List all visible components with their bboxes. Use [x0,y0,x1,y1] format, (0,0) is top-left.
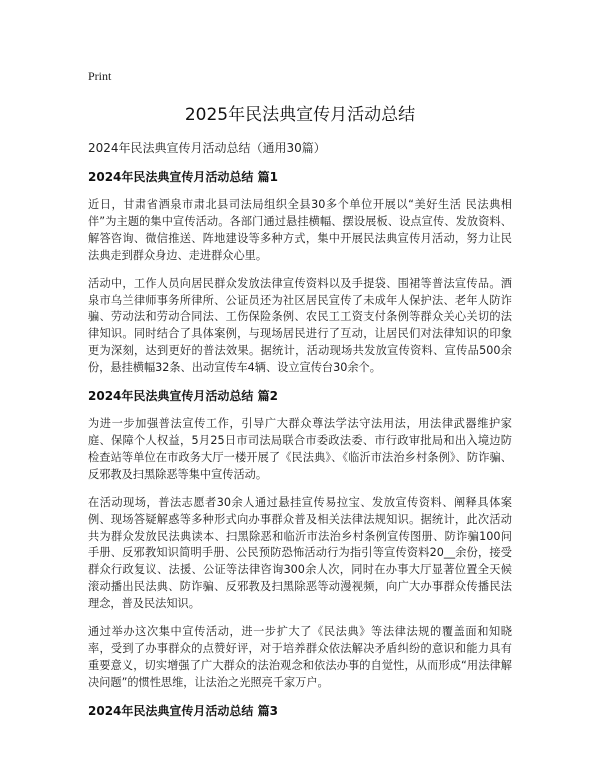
section-3 [88,703,512,720]
page-title: 2025年民法典宣传月活动总结 [184,105,416,125]
section-heading: 2024年民法典宣传月活动总结 篇3 [88,703,278,718]
paragraph: 为进一步加强普法宣传工作，引导广大群众尊法学法守法用法，用法律武器维护家庭、保障个人权益，5月25日市司法局联合市委政法委、市行政审批局和出入境边防检查站等单位在市政务大厅一楼开展了《民法典》、《临沂市法治乡村条例》、防诈骗、反邪教及扫黑除恶等集中宣传活动。 [88,417,512,481]
section-heading: 2024年民法典宣传月活动总结 篇2 [88,389,278,404]
print-label[interactable]: Print [88,69,112,83]
document-subtitle: 2024年民法典宣传月活动总结（通用30篇） [88,141,326,155]
section-heading: 2024年民法典宣传月活动总结 篇1 [88,170,278,184]
section-2 [88,388,512,692]
document-page [88,68,512,731]
section-1 [88,169,512,377]
paragraph: 在活动现场，普法志愿者30余人通过悬挂宣传易拉宝、发放宣传资料、阐释具体案例、现场答疑解惑等多种形式向办事群众普及相关法律法规知识。据统计，此次活动共为群众发放民法典读本、扫黑除恶和临沂市法治乡村条例宣传图册、防诈骗100问手册、反邪教知识简明手册、公民预防恐怖活动行为指引等宣传资料20__余份，接受群众行政复议、法援、公证等法律咨询300余人次，同时在办事大厅显著位置全天候滚动播出民法典、防诈骗、反邪教及扫黑除恶等动漫视频，向广大办事群众传播民法理念，普及民法知识。 [88,495,512,611]
paragraph: 活动中，工作人员向居民群众发放法律宣传资料以及手提袋、围裙等普法宣传品。酒泉市乌兰律师事务所律所、公证员还为社区居民宣传了未成年人保护法、老年人防诈骗、劳动法和劳动合同法、工伤保险条例、农民工工资支付条例等群众关心关切的法律知识。同时结合了具体案例，与现场居民进行了互动，让居民们对法律知识的印象更为深刻，达到更好的普法效果。据统计，活动现场共发放宣传资料、宣传品500余份，悬挂横幅32条、出动宣传车4辆、设立宣传台30余个。 [88,276,512,375]
paragraph: 近日，甘肃省酒泉市肃北县司法局组织全县30多个单位开展以“美好生活 民法典相伴”为主题的集中宣传活动。各部门通过悬挂横幅、摆设展板、设点宣传、发放资料、解答咨询、微信推送、阵地建设等多种方式，集中开展民法典宣传月活动，努力让民法典走到群众身边、走进群众心里。 [88,198,512,262]
paragraph: 通过举办这次集中宣传活动，进一步扩大了《民法典》等法律法规的覆盖面和知晓率，受到了办事群众的点赞好评，对于培养群众依法解决矛盾纠纷的意识和能力具有重要意义，切实增强了广大群众的法治观念和依法办事的自觉性，从而形成“用法律解决问题”的惯性思维，让法治之光照亮千家万户。 [88,625,512,689]
